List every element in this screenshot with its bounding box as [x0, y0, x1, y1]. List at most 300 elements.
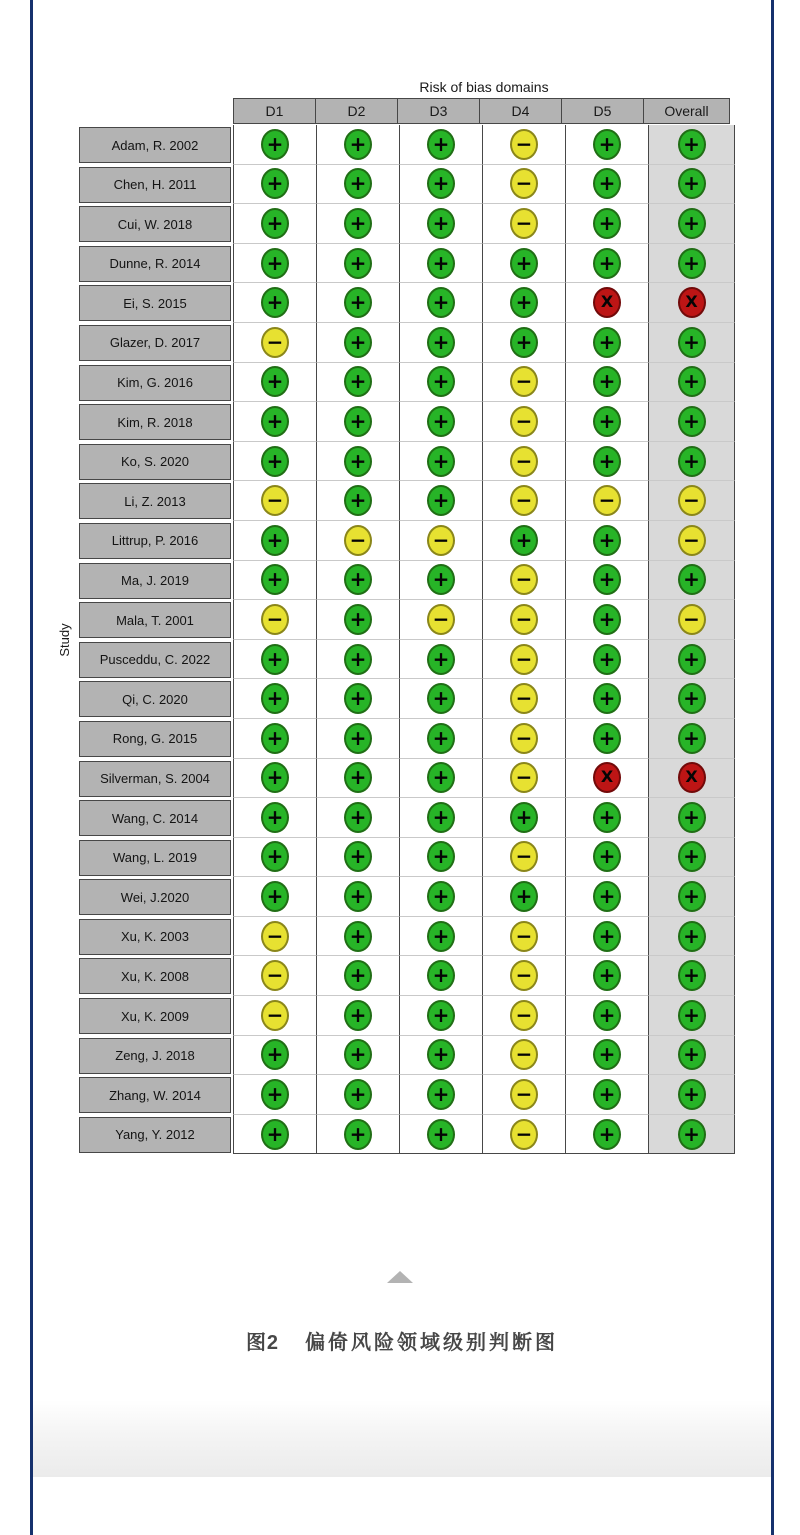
judgment-low-risk-icon: +: [593, 1119, 621, 1150]
judgment-low-risk-icon: +: [427, 129, 455, 160]
judgment-cell: [316, 442, 399, 482]
judgment-cell: [648, 442, 735, 482]
judgment-cell: [565, 1075, 648, 1115]
judgment-low-risk-icon: +: [678, 406, 706, 437]
judgment-cell: [565, 204, 648, 244]
judgment-cell: [316, 640, 399, 680]
judgment-low-risk-icon: +: [678, 327, 706, 358]
judgment-low-risk-icon: +: [678, 248, 706, 279]
study-label: Zeng, J. 2018: [79, 1038, 231, 1074]
judgment-cell: [316, 323, 399, 363]
judgment-cell: [233, 204, 316, 244]
study-label: Adam, R. 2002: [79, 127, 231, 163]
judgment-cell: [399, 521, 482, 561]
judgment-cell: [233, 363, 316, 403]
judgment-cell: [648, 204, 735, 244]
judgment-low-risk-icon: +: [261, 366, 289, 397]
judgment-cell: [316, 719, 399, 759]
judgment-low-risk-icon: +: [593, 960, 621, 991]
judgment-cell: [233, 283, 316, 323]
table-row: [79, 244, 735, 284]
study-label: Zhang, W. 2014: [79, 1077, 231, 1113]
judgment-low-risk-icon: +: [344, 841, 372, 872]
judgment-low-risk-icon: +: [261, 406, 289, 437]
page-border-left: [30, 0, 33, 1535]
judgment-cell: [565, 917, 648, 957]
judgment-some-concerns-icon: −: [510, 762, 538, 793]
judgment-cell: [648, 640, 735, 680]
table-row: [79, 283, 735, 323]
judgment-some-concerns-icon: −: [510, 366, 538, 397]
judgment-cell: [233, 917, 316, 957]
judgment-cell: [233, 125, 316, 165]
judgment-cell: [233, 996, 316, 1036]
judgment-cell: [399, 679, 482, 719]
judgment-cell: [565, 521, 648, 561]
judgment-cell: [648, 917, 735, 957]
judgment-cell: [399, 283, 482, 323]
judgment-cell: [316, 1075, 399, 1115]
study-label: Kim, R. 2018: [79, 404, 231, 440]
judgment-cell: [316, 996, 399, 1036]
judgment-cell: [482, 1036, 565, 1076]
judgment-cell: [399, 1075, 482, 1115]
column-header-d2: D2: [315, 98, 398, 124]
judgment-cell: [399, 759, 482, 799]
figure-caption-number: 图2: [245, 1332, 280, 1354]
study-label: Dunne, R. 2014: [79, 246, 231, 282]
judgment-cell: [648, 363, 735, 403]
y-axis-label: Study: [56, 623, 72, 657]
judgment-some-concerns-icon: −: [510, 1119, 538, 1150]
judgment-some-concerns-icon: −: [510, 406, 538, 437]
figure-caption-text: 偏倚风险领域级别判断图: [305, 1332, 559, 1354]
judgment-low-risk-icon: +: [593, 802, 621, 833]
table-row: [79, 363, 735, 403]
judgment-low-risk-icon: +: [593, 881, 621, 912]
judgment-cell: [648, 165, 735, 205]
judgment-low-risk-icon: +: [593, 1079, 621, 1110]
table-row: [79, 917, 735, 957]
column-header-d1: D1: [233, 98, 316, 124]
judgment-cell: [233, 402, 316, 442]
judgment-cell: [233, 442, 316, 482]
judgment-cell: [482, 204, 565, 244]
judgment-some-concerns-icon: −: [427, 604, 455, 635]
table-row: [79, 679, 735, 719]
judgment-low-risk-icon: +: [593, 723, 621, 754]
judgment-cell: [648, 996, 735, 1036]
judgment-cell: [399, 996, 482, 1036]
judgment-low-risk-icon: +: [593, 683, 621, 714]
judgment-low-risk-icon: +: [261, 723, 289, 754]
judgment-low-risk-icon: +: [261, 644, 289, 675]
judgment-low-risk-icon: +: [344, 960, 372, 991]
judgment-low-risk-icon: +: [593, 327, 621, 358]
judgment-low-risk-icon: +: [344, 762, 372, 793]
judgment-low-risk-icon: +: [427, 960, 455, 991]
judgment-low-risk-icon: +: [344, 485, 372, 516]
rob-table: [79, 125, 735, 1154]
judgment-some-concerns-icon: −: [344, 525, 372, 556]
judgment-low-risk-icon: +: [344, 287, 372, 318]
judgment-low-risk-icon: +: [344, 881, 372, 912]
judgment-cell: [233, 521, 316, 561]
judgment-low-risk-icon: +: [678, 1039, 706, 1070]
judgment-cell: [316, 759, 399, 799]
judgment-cell: [233, 244, 316, 284]
judgment-cell: [233, 323, 316, 363]
judgment-cell: [482, 283, 565, 323]
judgment-cell: [482, 600, 565, 640]
judgment-cell: [648, 323, 735, 363]
judgment-cell: [482, 1075, 565, 1115]
judgment-some-concerns-icon: −: [510, 960, 538, 991]
judgment-cell: [648, 956, 735, 996]
study-label: Littrup, P. 2016: [79, 523, 231, 559]
judgment-low-risk-icon: +: [510, 881, 538, 912]
table-row: [79, 521, 735, 561]
judgment-low-risk-icon: +: [678, 1000, 706, 1031]
judgment-cell: [399, 442, 482, 482]
judgment-cell: [316, 481, 399, 521]
judgment-low-risk-icon: +: [678, 564, 706, 595]
judgment-low-risk-icon: +: [427, 327, 455, 358]
judgment-cell: [648, 1075, 735, 1115]
judgment-low-risk-icon: +: [593, 1039, 621, 1070]
judgment-cell: [399, 402, 482, 442]
judgment-cell: [482, 798, 565, 838]
table-row: [79, 956, 735, 996]
judgment-cell: [648, 561, 735, 601]
table-row: [79, 561, 735, 601]
table-row: [79, 402, 735, 442]
judgment-cell: [648, 600, 735, 640]
study-label: Ma, J. 2019: [79, 563, 231, 599]
judgment-cell: [233, 956, 316, 996]
judgment-some-concerns-icon: −: [510, 129, 538, 160]
judgment-low-risk-icon: +: [261, 1079, 289, 1110]
judgment-low-risk-icon: +: [510, 248, 538, 279]
column-header-d3: D3: [397, 98, 480, 124]
domain-header-row: [233, 98, 730, 124]
judgment-cell: [316, 125, 399, 165]
judgment-cell: [233, 759, 316, 799]
judgment-cell: [399, 600, 482, 640]
judgment-some-concerns-icon: −: [261, 1000, 289, 1031]
judgment-cell: [648, 679, 735, 719]
judgment-low-risk-icon: +: [344, 683, 372, 714]
judgment-low-risk-icon: +: [261, 881, 289, 912]
judgment-cell: [233, 600, 316, 640]
judgment-some-concerns-icon: −: [510, 168, 538, 199]
judgment-cell: [233, 719, 316, 759]
judgment-cell: [316, 679, 399, 719]
judgment-low-risk-icon: +: [427, 168, 455, 199]
judgment-low-risk-icon: +: [678, 129, 706, 160]
judgment-cell: [399, 719, 482, 759]
study-label: Chen, H. 2011: [79, 167, 231, 203]
judgment-low-risk-icon: +: [344, 564, 372, 595]
judgment-some-concerns-icon: −: [261, 921, 289, 952]
judgment-low-risk-icon: +: [510, 525, 538, 556]
judgment-cell: [482, 323, 565, 363]
judgment-low-risk-icon: +: [261, 525, 289, 556]
table-row: [79, 877, 735, 917]
judgment-cell: [316, 283, 399, 323]
study-label: Rong, G. 2015: [79, 721, 231, 757]
judgment-low-risk-icon: +: [427, 208, 455, 239]
judgment-low-risk-icon: +: [427, 1119, 455, 1150]
table-row: [79, 1115, 735, 1155]
judgment-low-risk-icon: +: [344, 406, 372, 437]
judgment-cell: [399, 204, 482, 244]
judgment-low-risk-icon: +: [344, 723, 372, 754]
judgment-cell: [399, 798, 482, 838]
judgment-low-risk-icon: +: [593, 129, 621, 160]
judgment-low-risk-icon: +: [678, 446, 706, 477]
judgment-cell: [565, 838, 648, 878]
judgment-low-risk-icon: +: [427, 287, 455, 318]
judgment-cell: [399, 561, 482, 601]
judgment-cell: [233, 481, 316, 521]
judgment-low-risk-icon: +: [593, 921, 621, 952]
triangle-up-icon[interactable]: [387, 1271, 413, 1283]
judgment-cell: [233, 165, 316, 205]
judgment-low-risk-icon: +: [344, 604, 372, 635]
judgment-low-risk-icon: +: [344, 921, 372, 952]
table-row: [79, 798, 735, 838]
judgment-some-concerns-icon: −: [678, 525, 706, 556]
column-header-d5: D5: [561, 98, 644, 124]
judgment-cell: [233, 561, 316, 601]
judgment-cell: [565, 561, 648, 601]
judgment-some-concerns-icon: −: [510, 921, 538, 952]
judgment-some-concerns-icon: −: [261, 960, 289, 991]
table-row: [79, 838, 735, 878]
judgment-low-risk-icon: +: [593, 604, 621, 635]
judgment-cell: [565, 244, 648, 284]
judgment-low-risk-icon: +: [678, 366, 706, 397]
judgment-cell: [399, 323, 482, 363]
judgment-low-risk-icon: +: [593, 366, 621, 397]
judgment-low-risk-icon: +: [593, 208, 621, 239]
judgment-low-risk-icon: +: [427, 1039, 455, 1070]
judgment-low-risk-icon: +: [344, 248, 372, 279]
judgment-cell: [482, 679, 565, 719]
judgment-cell: [565, 323, 648, 363]
footer-gradient-band: [33, 1400, 771, 1477]
judgment-cell: [648, 759, 735, 799]
judgment-some-concerns-icon: −: [510, 644, 538, 675]
judgment-some-concerns-icon: −: [261, 327, 289, 358]
judgment-low-risk-icon: +: [593, 525, 621, 556]
judgment-low-risk-icon: +: [678, 881, 706, 912]
judgment-cell: [399, 125, 482, 165]
judgment-low-risk-icon: +: [593, 644, 621, 675]
judgment-some-concerns-icon: −: [427, 525, 455, 556]
judgment-cell: [399, 917, 482, 957]
judgment-low-risk-icon: +: [261, 802, 289, 833]
judgment-low-risk-icon: +: [427, 564, 455, 595]
judgment-some-concerns-icon: −: [510, 1000, 538, 1031]
judgment-cell: [482, 838, 565, 878]
judgment-cell: [648, 798, 735, 838]
judgment-low-risk-icon: +: [344, 1119, 372, 1150]
judgment-low-risk-icon: +: [261, 287, 289, 318]
judgment-cell: [482, 125, 565, 165]
judgment-low-risk-icon: +: [427, 446, 455, 477]
judgment-low-risk-icon: +: [427, 762, 455, 793]
judgment-low-risk-icon: +: [510, 287, 538, 318]
judgment-low-risk-icon: +: [261, 208, 289, 239]
judgment-cell: [482, 481, 565, 521]
judgment-cell: [233, 1036, 316, 1076]
study-label: Mala, T. 2001: [79, 602, 231, 638]
judgment-low-risk-icon: +: [344, 644, 372, 675]
judgment-cell: [648, 283, 735, 323]
judgment-some-concerns-icon: −: [510, 723, 538, 754]
judgment-high-risk-icon: X: [678, 762, 706, 793]
judgment-cell: [482, 996, 565, 1036]
judgment-some-concerns-icon: −: [510, 485, 538, 516]
judgment-low-risk-icon: +: [427, 1000, 455, 1031]
judgment-cell: [316, 521, 399, 561]
judgment-low-risk-icon: +: [678, 208, 706, 239]
study-label: Wei, J.2020: [79, 879, 231, 915]
judgment-cell: [482, 1115, 565, 1155]
judgment-cell: [648, 1036, 735, 1076]
column-header-d4: D4: [479, 98, 562, 124]
judgment-cell: [399, 877, 482, 917]
study-label: Ko, S. 2020: [79, 444, 231, 480]
judgment-low-risk-icon: +: [261, 1119, 289, 1150]
table-row: [79, 125, 735, 165]
judgment-cell: [316, 877, 399, 917]
study-label: Xu, K. 2009: [79, 998, 231, 1034]
judgment-cell: [565, 877, 648, 917]
judgment-cell: [648, 402, 735, 442]
judgment-high-risk-icon: X: [593, 762, 621, 793]
judgment-low-risk-icon: +: [678, 841, 706, 872]
judgment-low-risk-icon: +: [344, 129, 372, 160]
judgment-cell: [565, 402, 648, 442]
judgment-cell: [482, 640, 565, 680]
judgment-cell: [565, 798, 648, 838]
judgment-cell: [565, 283, 648, 323]
table-row: [79, 1075, 735, 1115]
judgment-low-risk-icon: +: [678, 168, 706, 199]
study-label: Cui, W. 2018: [79, 206, 231, 242]
table-row: [79, 323, 735, 363]
judgment-low-risk-icon: +: [261, 762, 289, 793]
judgment-low-risk-icon: +: [678, 960, 706, 991]
judgment-some-concerns-icon: −: [510, 841, 538, 872]
judgment-cell: [648, 244, 735, 284]
judgment-cell: [482, 759, 565, 799]
study-label: Glazer, D. 2017: [79, 325, 231, 361]
judgment-low-risk-icon: +: [593, 168, 621, 199]
judgment-cell: [565, 719, 648, 759]
judgment-cell: [648, 877, 735, 917]
judgment-cell: [316, 600, 399, 640]
study-label: Pusceddu, C. 2022: [79, 642, 231, 678]
judgment-low-risk-icon: +: [344, 446, 372, 477]
study-label: Li, Z. 2013: [79, 483, 231, 519]
judgment-cell: [482, 561, 565, 601]
judgment-low-risk-icon: +: [344, 1000, 372, 1031]
judgment-low-risk-icon: +: [261, 683, 289, 714]
judgment-cell: [648, 521, 735, 561]
judgment-cell: [316, 363, 399, 403]
judgment-cell: [565, 679, 648, 719]
judgment-some-concerns-icon: −: [510, 564, 538, 595]
judgment-cell: [648, 125, 735, 165]
judgment-cell: [399, 481, 482, 521]
judgment-cell: [316, 1115, 399, 1155]
judgment-cell: [316, 244, 399, 284]
judgment-cell: [565, 125, 648, 165]
judgment-cell: [482, 165, 565, 205]
judgment-cell: [482, 917, 565, 957]
judgment-low-risk-icon: +: [678, 1079, 706, 1110]
judgment-low-risk-icon: +: [593, 406, 621, 437]
judgment-cell: [482, 719, 565, 759]
judgment-low-risk-icon: +: [344, 208, 372, 239]
judgment-cell: [233, 679, 316, 719]
judgment-cell: [316, 402, 399, 442]
study-label: Qi, C. 2020: [79, 681, 231, 717]
table-row: [79, 481, 735, 521]
judgment-cell: [482, 521, 565, 561]
judgment-cell: [565, 165, 648, 205]
judgment-some-concerns-icon: −: [510, 1079, 538, 1110]
judgment-low-risk-icon: +: [344, 366, 372, 397]
table-row: [79, 719, 735, 759]
judgment-cell: [565, 600, 648, 640]
judgment-cell: [233, 1115, 316, 1155]
judgment-low-risk-icon: +: [427, 921, 455, 952]
judgment-low-risk-icon: +: [593, 1000, 621, 1031]
judgment-low-risk-icon: +: [427, 366, 455, 397]
judgment-low-risk-icon: +: [261, 564, 289, 595]
judgment-low-risk-icon: +: [427, 683, 455, 714]
figure-caption: [33, 1326, 771, 1355]
judgment-low-risk-icon: +: [261, 1039, 289, 1070]
judgment-low-risk-icon: +: [344, 802, 372, 833]
judgment-cell: [316, 1036, 399, 1076]
page-border-right: [771, 0, 774, 1535]
table-row: [79, 442, 735, 482]
judgment-low-risk-icon: +: [593, 248, 621, 279]
judgment-low-risk-icon: +: [510, 802, 538, 833]
judgment-low-risk-icon: +: [261, 446, 289, 477]
judgment-cell: [482, 402, 565, 442]
judgment-cell: [565, 442, 648, 482]
judgment-low-risk-icon: +: [678, 921, 706, 952]
judgment-cell: [399, 956, 482, 996]
judgment-some-concerns-icon: −: [261, 485, 289, 516]
judgment-low-risk-icon: +: [344, 1079, 372, 1110]
judgment-cell: [316, 838, 399, 878]
judgment-cell: [316, 561, 399, 601]
judgment-cell: [565, 956, 648, 996]
study-label: Wang, C. 2014: [79, 800, 231, 836]
table-row: [79, 640, 735, 680]
judgment-cell: [565, 363, 648, 403]
judgment-low-risk-icon: +: [678, 723, 706, 754]
judgment-low-risk-icon: +: [593, 841, 621, 872]
